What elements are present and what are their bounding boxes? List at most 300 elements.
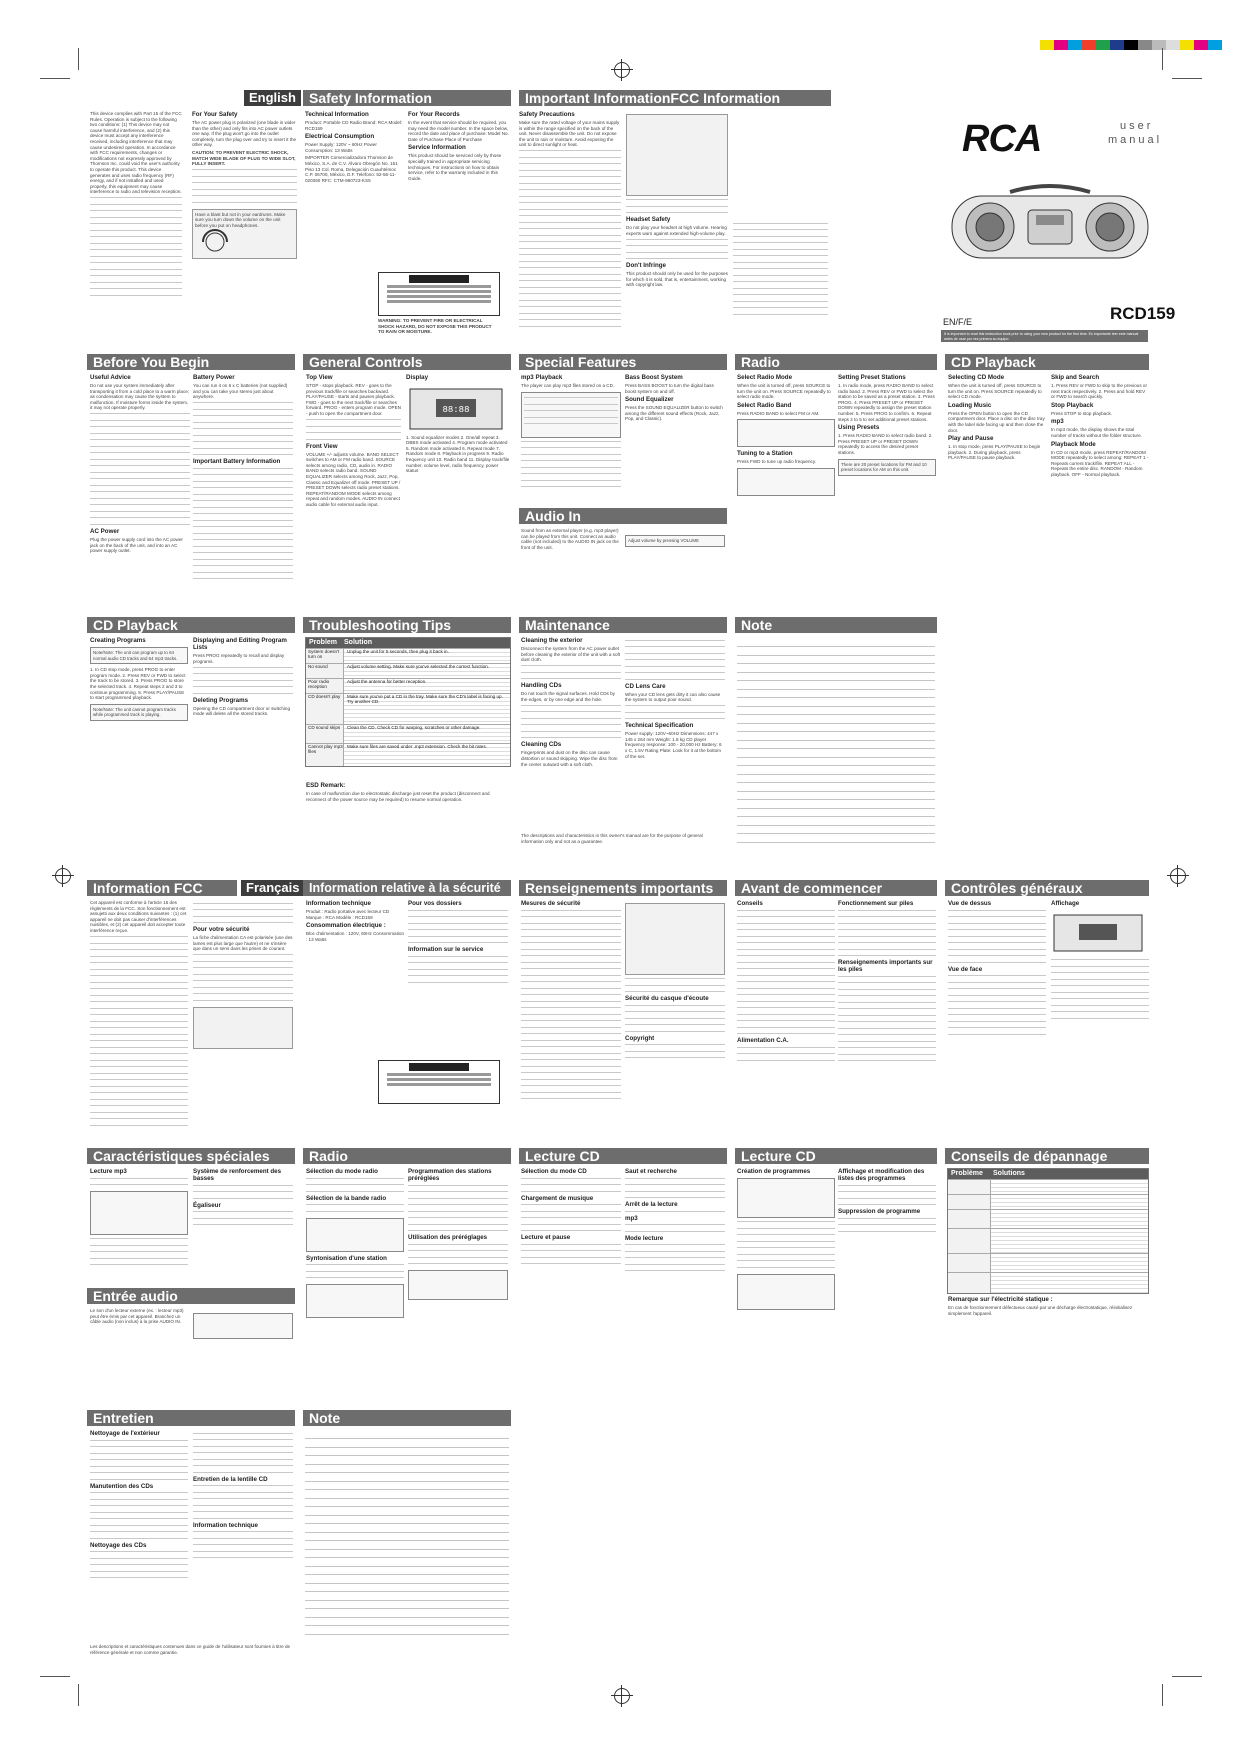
table-row [306, 663, 510, 678]
deleting-programs-text: Opening the CD compartment door or switching mode will delete all the stored tracks. [193, 705, 291, 717]
note-line [305, 1617, 509, 1618]
cd-playback-column-left [948, 374, 1048, 594]
tuning-heading: Tuning to a Station [737, 450, 793, 458]
tuning-text: Press FWD to tune up radio frequency. [737, 459, 817, 465]
fr-radio-tip-box-2 [306, 1284, 404, 1318]
note-line [305, 1549, 509, 1550]
color-swatch [1152, 40, 1166, 50]
solution-column-header: Solution [344, 639, 372, 646]
fr-lecture-mp3-column [90, 1168, 188, 1283]
fr-lecture-mp3-heading: Lecture mp3 [90, 1168, 127, 1175]
dont-infringe-text: This product should only be used for the purposes for which it is sold, that is, entertainment, working with copyright law. [626, 271, 728, 288]
fr-mp3-note-box [90, 1191, 188, 1235]
radio-column-right [838, 374, 936, 594]
useful-advice-text: Do not use your system immediately after transporting it from a cold place to a warm place; as condensation may cause the system to malfunction. If moisture forms inside the system, it may not operate properly. [90, 383, 190, 411]
fr-fcc-text: Cet appareil est conforme à l'article 15 des règlements de la FCC. Son fonctionnement est assujetti aux deux conditions suivantes : (1) cet appareil ne doit pas causer d'interférences nuisibles, et (2) cet appareil doit accepter toute interférence reçue. [90, 900, 187, 933]
headset-safety-column [626, 111, 728, 341]
crop-mark [1172, 1676, 1202, 1677]
stop-playback-heading: Stop Playback [1051, 401, 1094, 409]
solution-cell: Adjust volume setting. Make sure you've selected the correct function. [344, 664, 510, 678]
problem-cell: System doesn't turn on [306, 649, 344, 663]
table-row [948, 1272, 1148, 1293]
electrical-consumption-heading: Electrical Consumption [305, 133, 375, 141]
crop-mark [40, 78, 70, 79]
top-view-text: STOP - stops playback. REV - goes to the previous track/file or searches backward. PLAY/PAUSE - starts and pauses playback. FWD - goes to the next track/file or searches forward. PROG - enters program mode. OPEN - push to open the compartment door. [306, 383, 401, 416]
fr-remarque-heading: Remarque sur l'électricité statique : [948, 1296, 1053, 1303]
note-line [737, 663, 935, 664]
sound-equalizer-heading: Sound Equalizer [625, 396, 674, 404]
fr-creation-heading: Création de programmes [737, 1168, 811, 1175]
audio-in-text: Sound from an external player (e.g. mp3 player) can be played from this unit. Connect an audio cable (not included) to the AUDIO IN jack on the front of the unit. [521, 528, 619, 550]
for-your-safety-heading: For Your Safety [192, 111, 238, 118]
program-note-text: Note/Note: The unit can program up to 64 normal audio CD tracks and 64 mp3 tracks. [93, 650, 178, 661]
fr-fcc-column [90, 900, 188, 1140]
registration-mark-left [55, 868, 71, 884]
ac-power-text: Plug the power supply cord into the AC power jack on the back of the unit, and into an AC power supply outlet. [90, 536, 183, 554]
fr-lecture-cd-column-right [625, 1168, 725, 1383]
note-line [737, 655, 935, 656]
fcc-compliance-text: This device complies with Part 15 of the FCC Rules. Operation is subject to the following two conditions: (1) This device may not cause harmful interference, and (2) this device must accept any interference received, including interference that may cause undesired operation. In accordance with FCC requirements, changes or modifications not expressly approved by Thomson Inc. could void the user's authority to operate this product. This device generates and uses radio frequency (RF) energy, and if not installed and used properly, this equipment may cause interference to radio and television reception. [90, 111, 182, 195]
note-line [305, 1566, 509, 1567]
solution-cell: Clean the CD. Check CD for warping, scratches or other damage. [344, 725, 510, 743]
stop-playback-text: Press STOP to stop playback. [1051, 410, 1113, 416]
table-row [306, 648, 510, 663]
read-before-use-notice: It is important to read this instruction book prior to using your new product for the first time. Es importante leer este manual antes de usar por vez primera su equipo. [941, 330, 1148, 342]
section-safety-information: Safety Information [303, 90, 511, 106]
selecting-cd-mode-text: When the unit is turned off, press SOURCE to turn the unit on. Press SOURCE repeatedly to select CD mode. [948, 383, 1042, 400]
cleaning-cds-heading: Cleaning CDs [521, 741, 562, 749]
note-line [305, 1608, 509, 1609]
fr-renseignements-piles-heading: Renseignements importants sur les piles [838, 959, 933, 973]
table-row [948, 1228, 1148, 1253]
fr-nettoyage-heading: Nettoyage de l'extérieur [90, 1430, 160, 1437]
color-swatch [1040, 40, 1054, 50]
section-important-fcc-information: Important InformationFCC Information [519, 90, 831, 106]
solution-cell: Make sure files are saved under .mp3 extension. Check the bit rates. [344, 744, 510, 766]
using-presets-text: 1. Press RADIO BAND to select radio band. 2. Press PRESET UP or PRESET DOWN repeatedly to access the desired preset stations. [838, 433, 933, 455]
cleaning-exterior-text: Disconnect the system from the AC power outlet before cleaning the exterior of the unit with a soft dust cloth. [521, 646, 621, 663]
creating-programs-text: 1. In CD stop mode, press PROG to enter program mode. 2. Press REV or FWD to select the track to be stored. 3. Press PROG to store the selected track. 4. Repeat steps 2 and 3 to continue programming. 5. Press PLAY/PAUSE to start programmed playback. [90, 667, 186, 701]
crop-mark [1172, 78, 1202, 79]
crop-mark [1162, 48, 1163, 70]
note-line [737, 646, 935, 647]
solution-cell: Adjust the antenna for better reception. [344, 679, 510, 693]
section-renseignements-importants: Renseignements importants [519, 880, 727, 896]
lcd-display-diagram [406, 383, 506, 433]
fr-egaliseur-heading: Égaliseur [193, 1201, 221, 1209]
bass-boost-heading: Bass Boost System [625, 374, 683, 381]
note-line [305, 1583, 509, 1584]
headset-safety-text: Do not play your headset at high volume. Hearing experts warn against extended high-volume play. [626, 225, 727, 236]
fr-affichage-programmes-heading: Affichage et modification des listes des programmes [838, 1168, 925, 1182]
playback-mode-text: In CD or mp3 mode, press REPEAT/RANDOM MODE repeatedly to select among: REPEAT 1 - Repeats current track/file. REPEAT ALL - Repeats the entire disc. RANDOM - Random playback. OFF - Normal playback. [1051, 449, 1149, 477]
note-line [305, 1438, 509, 1439]
mp3-playback-heading: mp3 Playback [521, 374, 563, 381]
fr-votre-securite-text: La fiche d'alimentation CA est polarisée (une des lames est plus large que l'autre) et ne s'insère que dans un sens dans les prises de courant. [193, 935, 293, 952]
section-special-features: Special Features [519, 354, 727, 370]
fr-renforcement-heading: Système de renforcement des basses [193, 1168, 282, 1182]
fr-affichage-heading: Affichage [1051, 900, 1080, 907]
program-note-box-2 [90, 704, 188, 721]
section-before-you-begin: Before You Begin [87, 354, 295, 370]
for-your-records-heading: For Your Records [408, 111, 460, 118]
creating-programs-column [90, 637, 188, 857]
fr-program-note-box [737, 1178, 835, 1218]
radio-tip-box-2 [737, 468, 835, 496]
note-line [737, 689, 935, 690]
selecting-cd-mode-heading: Selecting CD Mode [948, 374, 1005, 381]
select-radio-band-text: Press RADIO BAND to select FM or AM. [737, 410, 820, 416]
section-maintenance: Maintenance [519, 617, 727, 633]
fr-mode-lecture-heading: Mode lecture [625, 1234, 664, 1242]
color-swatch [1124, 40, 1138, 50]
select-radio-band-heading: Select Radio Band [737, 401, 792, 409]
for-your-records-text: In the event that service should be required, you may need the model number. In the space below, record the date and place of purchase: Model No. Date of Purchase Place of Purchase [408, 120, 509, 142]
section-cd-playback-2: CD Playback [87, 617, 295, 633]
section-info-securite: Information relative à la sécurité [303, 880, 511, 896]
fr-manutention-heading: Manutention des CDs [90, 1482, 154, 1490]
fr-securite-column [193, 900, 293, 1140]
note-line [305, 1506, 509, 1507]
hearing-safety-text: Have a blast but not in your eardrums. Make sure you turn down the volume on the unit before you put on headphones. [195, 211, 286, 228]
section-entree-audio: Entrée audio [87, 1288, 295, 1304]
fr-info-technique-heading: Information technique [306, 900, 371, 907]
note-line [737, 791, 935, 792]
crop-mark [78, 1684, 79, 1706]
esd-remark-heading: ESD Remark: [306, 782, 346, 789]
color-swatch [1096, 40, 1110, 50]
fr-casque-column [625, 900, 725, 1140]
front-view-text: VOLUME +/- adjusts volume. BAND SELECT switches to AM or FM radio band. SOURCE selects among radio, CD, audio in. RADIO BAND selects radio band. SOUND EQUALIZER selects among Rock, Jazz, Pop, Classic and Equalizer off mode. PRESET UP / PRESET DOWN selects radio preset stations. REPEAT/RANDOM MODE selects among repeat and random modes. AUDIO IN connect audio cable for external audio input. [306, 451, 401, 507]
manual-label: manual [1108, 134, 1163, 146]
fr-mode-cd-heading: Sélection du mode CD [521, 1168, 587, 1175]
mp3-heading: mp3 [1051, 418, 1064, 426]
handling-cds-text: Do not touch the signal surfaces. Hold CDs by the edges, or by one edge and the hole. [521, 691, 615, 702]
table-row [948, 1194, 1148, 1209]
fr-lecture-pause-heading: Lecture et pause [521, 1234, 571, 1241]
top-view-heading: Top View [306, 374, 333, 381]
battery-power-heading: Battery Power [193, 374, 235, 381]
table-row [948, 1253, 1148, 1272]
color-calibration-bar [1040, 40, 1222, 50]
safety-precautions-column [519, 111, 621, 341]
select-radio-mode-heading: Select Radio Mode [737, 374, 793, 381]
section-radio-fr: Radio [303, 1148, 511, 1164]
fr-mode-radio-heading: Sélection du mode radio [306, 1168, 378, 1175]
fr-votre-securite-heading: Pour votre sécurité [193, 926, 250, 933]
fr-vue-dessus-heading: Vue de dessus [948, 900, 992, 907]
color-swatch [1194, 40, 1208, 50]
section-note: Note [735, 617, 937, 633]
color-swatch [1166, 40, 1180, 50]
color-swatch [1180, 40, 1194, 50]
note-line [737, 714, 935, 715]
note-line [305, 1600, 509, 1601]
for-your-safety-column [192, 111, 297, 341]
fr-entretien-column-right [193, 1430, 293, 1640]
fr-conseils-column [737, 900, 835, 1140]
headphone-figure-icon [195, 229, 235, 255]
fr-lecture-cd-column-left [521, 1168, 621, 1383]
skip-search-text: 1. Press REV or FWD to skip to the previous or next track respectively. 2. Press and hold REV or FWD to search quickly. [1051, 383, 1147, 400]
fr-depannage-table [947, 1168, 1149, 1294]
sound-equalizer-text: Press the SOUND EQUALIZER button to switch among the different sound effects (Rock, Jazz, Pop, and Classic). [625, 405, 723, 422]
troubleshooting-table [305, 637, 511, 767]
displaying-editing-heading: Displaying and Editing Program Lists [193, 637, 287, 651]
select-radio-mode-text: When the unit is turned off, press SOURCE to turn the unit on. Press SOURCE repeatedly to select radio mode. [737, 383, 831, 400]
fr-ventilation-diagram [625, 903, 725, 975]
note-line [305, 1634, 509, 1635]
section-caracteristiques-speciales: Caractéristiques spéciales [87, 1148, 295, 1164]
note-line [737, 672, 935, 673]
note-line [737, 731, 935, 732]
maintenance-column-right [625, 637, 725, 827]
problem-cell: Cannot play mp3 files [306, 744, 344, 766]
bass-boost-text: Press BASS BOOST to turn the digital bass boost system on and off. [625, 383, 714, 394]
note-line [737, 765, 935, 766]
mp3-text: In mp3 mode, the display shows the total number of tracks without the folder structure. [1051, 427, 1142, 438]
color-swatch [1054, 40, 1068, 50]
top-view-column [306, 374, 401, 594]
electrical-consumption-text: Power Supply: 120V ~ 60Hz Power Consumption: 13 Watts [305, 142, 377, 153]
caution-label-graphic [378, 272, 500, 316]
note-line [305, 1464, 509, 1465]
crop-mark [40, 1676, 70, 1677]
table-row [306, 693, 510, 724]
front-view-heading: Front View [306, 442, 338, 450]
technical-information-text: Product: Portable CD Radio Brand: RCA Model: RCD159 [305, 120, 403, 131]
audio-in-column [521, 528, 621, 594]
section-audio-in: Audio In [519, 508, 727, 524]
table-row [948, 1179, 1148, 1194]
note-line [305, 1557, 509, 1558]
maintenance-footer-text: The descriptions and characteristics in this owner's manual are for the purpose of general information only and not as a guarantee. [521, 833, 703, 844]
language-label-francais: Français [241, 880, 304, 896]
note-line [305, 1489, 509, 1490]
fr-preset-tip-box [408, 1270, 508, 1300]
radio-tip-box [737, 419, 835, 447]
preset-tip-text: There are 20 preset locations for FM and 10 preset locations for AM on this unit. [841, 461, 927, 473]
section-cd-playback: CD Playback [945, 354, 1149, 370]
fr-piles-heading: Fonctionnement sur piles [838, 900, 914, 907]
section-conseils-depannage: Conseils de dépannage [945, 1148, 1149, 1164]
dont-infringe-heading: Don't Infringe [626, 262, 666, 270]
fr-nettoyage-cds-heading: Nettoyage des CDs [90, 1541, 147, 1549]
technical-specification-text: Power supply: 120V~60Hz Dimensions: 447 x 145 x 264 mm Weight: 1.8 kg CD player frequency response: 100 - 20,000 Hz Battery: 6 x C, 1.5V Rating Plate: Look for it at the bottom of the set. [625, 731, 722, 759]
section-radio: Radio [735, 354, 937, 370]
note-line [737, 825, 935, 826]
preset-tip-box [838, 459, 936, 476]
fr-radio-tip-box [306, 1218, 404, 1252]
model-number: RCD159 [1110, 304, 1176, 323]
problem-column-header: Problem [309, 639, 338, 646]
fr-piles-column [838, 900, 936, 1140]
deleting-programs-heading: Deleting Programs [193, 696, 249, 704]
boombox-product-image [950, 182, 1150, 262]
service-information-heading: Service Information [408, 144, 466, 152]
section-general-controls: General Controls [303, 354, 511, 370]
note-line [305, 1481, 509, 1482]
fr-alimentation-heading: Alimentation C.A. [737, 1037, 789, 1044]
program-note-text-2: Note/Note: The unit cannot program tracks while programmed track is playing. [93, 706, 176, 718]
fr-info-technique-text: Produit : Radio portative avec lecteur CD Marque : RCA Modèle : RCD159 [306, 909, 390, 920]
cd-playback-column-right [1051, 374, 1149, 594]
note-line [737, 723, 935, 724]
creating-programs-heading: Creating Programs [90, 637, 146, 644]
fr-saut-heading: Saut et recherche [625, 1168, 677, 1175]
note-line [737, 774, 935, 775]
color-swatch [1110, 40, 1124, 50]
ac-power-heading: AC Power [90, 527, 120, 535]
fr-entretien-footer [90, 1644, 295, 1660]
language-codes: EN/F/E [943, 317, 973, 327]
note-line [305, 1574, 509, 1575]
note-line [305, 1591, 509, 1592]
color-swatch [1208, 40, 1222, 50]
mp3-playback-column [521, 374, 621, 504]
note-line [737, 697, 935, 698]
maintenance-footer [521, 833, 726, 851]
cd-lens-care-heading: CD Lens Care [625, 682, 666, 690]
table-row [948, 1209, 1148, 1228]
table-row [306, 743, 510, 766]
cleaning-exterior-heading: Cleaning the exterior [521, 637, 583, 644]
note-line [305, 1455, 509, 1456]
bass-boost-column [625, 374, 725, 504]
fr-bande-radio-heading: Sélection de la bande radio [306, 1194, 387, 1202]
program-lists-column [193, 637, 293, 767]
problem-cell: CD doesn't play [306, 694, 344, 724]
crop-mark [1162, 1684, 1163, 1706]
fr-radio-column-right [408, 1168, 508, 1383]
radio-column-left [737, 374, 835, 594]
fr-suppression-heading: Suppression de programme [838, 1208, 921, 1215]
fr-affichage-column [1051, 900, 1149, 1140]
fr-consommation-text: Bloc d'alimentation : 120V, 60Hz Consommation : 13 Watts [306, 931, 404, 942]
note-line [737, 706, 935, 707]
note-line [305, 1447, 509, 1448]
fr-info-tech2-heading: Information technique [193, 1521, 258, 1529]
solution-cell: Unplug the unit for 5 seconds, then plug it back in. [344, 649, 510, 663]
displaying-editing-text: Press PROG repeatedly to recall and display programs. [193, 653, 285, 664]
setting-presets-heading: Setting Preset Stations [838, 374, 906, 381]
cd-lens-care-text: When your CD lens gets dirty it can also cause the system to output poor sound. [625, 691, 721, 703]
program-note-box [90, 647, 188, 664]
registration-mark-bottom [614, 1688, 630, 1704]
play-pause-heading: Play and Pause [948, 435, 994, 443]
fr-syntonisation-heading: Syntonisation d'une station [306, 1254, 387, 1262]
technical-information-heading: Technical Information [305, 111, 369, 118]
fr-remarque-block [948, 1296, 1148, 1326]
note-line [737, 842, 935, 843]
note-line [305, 1625, 509, 1626]
technical-specification-heading: Technical Specification [625, 722, 694, 730]
play-pause-text: 1. In stop mode, press PLAY/PAUSE to begin playback. 2. During playback, press PLAY/PAUSE to pause playback. [948, 444, 1041, 461]
handling-cds-heading: Handling CDs [521, 682, 562, 690]
note-line [305, 1498, 509, 1499]
solution-cell: Make sure you've put a CD in the tray. Make sure the CD's label is facing up. Try another CD. [344, 694, 510, 724]
fr-consommation-heading: Consommation électrique : [306, 922, 386, 930]
note-line [305, 1523, 509, 1524]
safety-precautions-text: Make sure the rated voltage of your mains supply is within the range specified on the back of the unit. Never disassemble the unit. Do not expose the unit to rain or moisture. Avoid exposing the unit to direct sunlight or heat. [519, 120, 620, 148]
fr-mesures-column [521, 900, 621, 1140]
color-swatch [1068, 40, 1082, 50]
safety-precautions-heading: Safety Precautions [519, 111, 575, 118]
fr-chargement-heading: Chargement de musique [521, 1194, 594, 1202]
cleaning-cds-text: Fingerprints and dust on the disc can cause distortion or sound skipping. Wipe the disc from the center outward with a soft cloth. [521, 750, 618, 767]
fr-copyright-heading: Copyright [625, 1034, 655, 1042]
crop-mark [78, 48, 79, 70]
warning-text-block [378, 318, 498, 340]
fr-caution-label-graphic [378, 1060, 500, 1104]
display-heading: Display [406, 374, 429, 381]
section-entretien: Entretien [87, 1410, 295, 1426]
note-line [737, 748, 935, 749]
registration-mark-right [1170, 868, 1186, 884]
service-information-text: This product should be serviced only by those specially trained in appropriate servicing techniques. For instructions on how to obtain service, refer to the warranty included in this Guide. [408, 153, 502, 181]
note-line [737, 816, 935, 817]
section-lecture-cd: Lecture CD [519, 1148, 727, 1164]
language-label-english: English [244, 90, 301, 106]
note-line [737, 740, 935, 741]
fr-hearing-box [193, 1007, 293, 1049]
importer-text: IMPORTER Comercializadora Thomson de México, S.A. de C.V. Álvaro Obregón No. 151 Piso 13 Col. Roma, Delegación Cuauhtémoc C.P. 06700, México, D.F. Telefono: 52-55-11-020360 RFC: CTM-980723-KS5 [305, 155, 398, 183]
registration-mark-top [614, 62, 630, 78]
note-line [737, 757, 935, 758]
svg-text:88:88: 88:88 [442, 405, 470, 415]
fr-entretien-column-left [90, 1430, 188, 1640]
battery-power-text: You can run it on 6 x C batteries (not supplied) and you can take your stereo just about anywhere. [193, 383, 288, 400]
loading-music-text: Press the OPEN button to open the CD compartment door. Place a disc on the disc tray with the label side facing up and then close the door. [948, 410, 1045, 433]
note-line [305, 1540, 509, 1541]
audio-in-tip-box [625, 535, 725, 547]
fr-dossiers-column [408, 900, 508, 1030]
note-line [305, 1472, 509, 1473]
rca-logo: RCA [962, 118, 1042, 160]
mp3-playback-text: The player can play mp3 files stored on a CD. [521, 383, 615, 388]
polarized-plug-caution: CAUTION: TO PREVENT ELECTRIC SHOCK, MATCH WIDE BLADE OF PLUG TO WIDE SLOT, FULLY INSERT. [192, 149, 296, 167]
fr-service-heading: Information sur le service [408, 946, 484, 953]
using-presets-heading: Using Presets [838, 424, 880, 432]
fr-renforcement-column [193, 1168, 293, 1283]
user-label: user [1120, 120, 1154, 132]
ventilation-diagram [626, 114, 728, 196]
for-your-records-column [408, 111, 510, 241]
fr-probleme-header: Problème [951, 1170, 983, 1177]
fr-entree-tip-box [193, 1313, 293, 1339]
setting-presets-text: 1. In radio mode, press RADIO BAND to select radio band. 2. Press REV or FWD to select the station to be saved as a preset station. 3. Press PROG. 4. Press PRESET UP or PRESET DOWN repeatedly to assign the preset station number. 5. Press PROG to confirm. 6. Repeat steps 2 to 5 to set additional preset stations. [838, 383, 935, 422]
for-your-safety-text: The AC power plug is polarized (one blade is wider than the other) and only fits into AC power outlets one way. If the plug won't go into the outlet completely, turn the plug over and try to insert it the other way. [192, 120, 297, 148]
fr-mp3-heading: mp3 [625, 1214, 638, 1222]
battery-power-column [193, 374, 293, 594]
problem-cell: No sound [306, 664, 344, 678]
color-swatch [1082, 40, 1096, 50]
fr-entree-audio-column [90, 1308, 188, 1368]
fr-remarque-text: En cas de fonctionnement défectueux causé par une décharge électrostatique, réinitialisez simplement l'appareil. [948, 1305, 1133, 1316]
fr-creation-column [737, 1168, 835, 1383]
note-line [305, 1515, 509, 1516]
important-battery-heading: Important Battery Information [193, 458, 281, 466]
fr-utilisation-heading: Utilisation des préréglages [408, 1234, 488, 1241]
hearing-safety-box [192, 209, 297, 259]
section-troubleshooting-tips: Troubleshooting Tips [303, 617, 511, 633]
useful-advice-column [90, 374, 190, 594]
fr-depannage-table-header [948, 1169, 1148, 1179]
section-lecture-cd-2: Lecture CD [735, 1148, 937, 1164]
table-row [306, 724, 510, 743]
maintenance-column-left [521, 637, 621, 847]
mp3-note-box [521, 392, 621, 438]
